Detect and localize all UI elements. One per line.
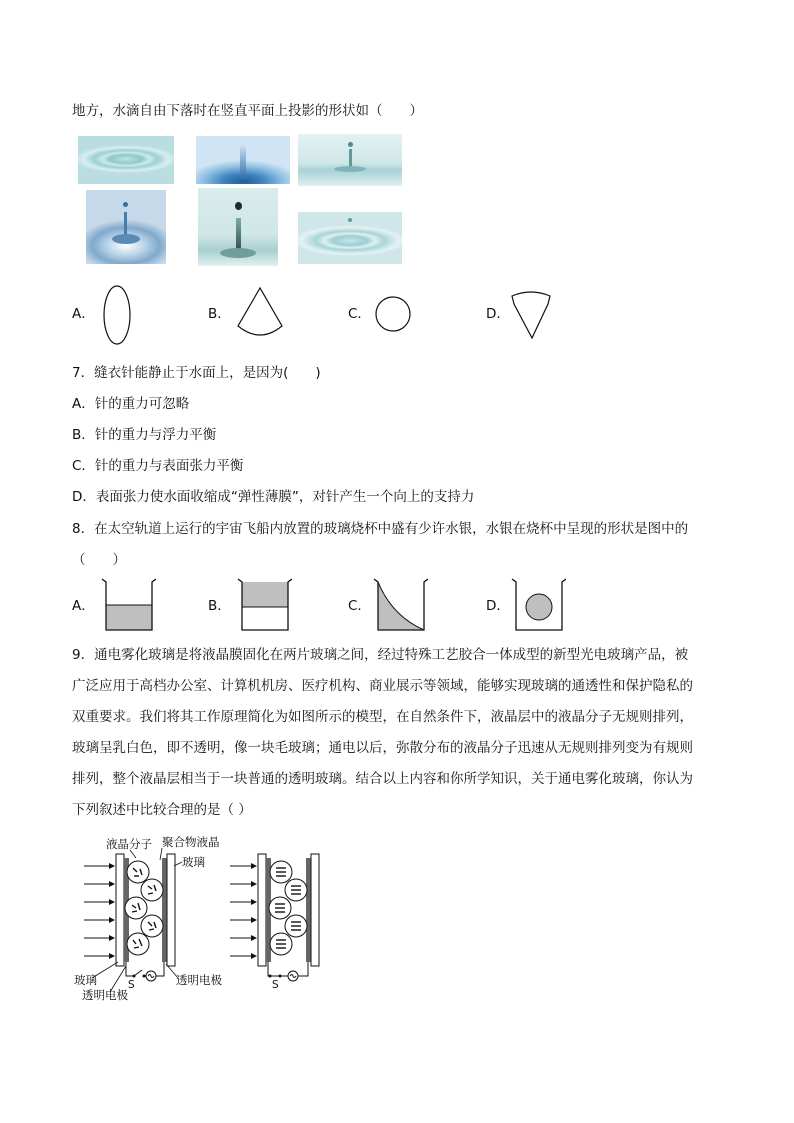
q7-option-b: B．针的重力与浮力平衡 (72, 427, 217, 443)
q7-option-c: C．针的重力与表面张力平衡 (72, 458, 244, 474)
droplet-photo-2 (196, 136, 290, 184)
q6-option-a-label: A． (72, 306, 95, 322)
q8-stem: 8．在太空轨道上运行的宇宙飞船内放置的玻璃烧杯中盛有少许水银，水银在烧杯中呈现的形状是图中的 (72, 521, 689, 537)
q7-option-d: D．表面张力使水面收缩成“弹性薄膜”，对针产生一个向上的支持力 (72, 489, 475, 505)
q9-line-2: 广泛应用于高档办公室、计算机机房、医疗机构、商业展示等领域，能够实现玻璃的通透性和保护隐私的 (72, 678, 693, 694)
q9-line-5: 排列，整个液晶层相当于一块普通的透明玻璃。结合以上内容和你所学知识，关于通电雾化玻璃，你认为 (72, 771, 693, 787)
beaker-c-curved-surface (372, 576, 428, 634)
light-arrows-left (84, 866, 114, 956)
q9-line-4: 玻璃呈乳白色，即不透明，像一块毛玻璃；通电以后，弥散分布的液晶分子迅速从无规则排列变为有规则 (72, 740, 693, 756)
option-c-circle-shape (372, 296, 414, 332)
q8-stem-cont: （ ） (72, 552, 126, 568)
lc-droplets-random (125, 861, 163, 955)
q6-option-d-label: D． (486, 306, 510, 322)
lc-droplets-aligned (269, 861, 307, 955)
q6-stem: 地方，水滴自由下落时在竖直平面上投影的形状如（ ） (72, 103, 423, 119)
q7-stem: 7．缝衣针能静止于水面上，是因为( ) (72, 365, 321, 381)
q9-line-3: 双重要求。我们将其工作原理简化为如图所示的模型，在自然条件下，液晶层中的液晶分子无规则排列， (72, 709, 693, 725)
option-b-cone-shape (230, 284, 290, 344)
q6-option-b-label: B． (208, 306, 231, 322)
droplet-photo-5 (198, 188, 278, 266)
droplet-photo-1 (78, 136, 174, 184)
beaker-a-flat-surface (100, 576, 156, 634)
q9-line-6: 下列叙述中比较合理的是（ ） (72, 802, 252, 818)
label-electrode-right: 透明电极 (176, 973, 222, 987)
droplet-photo-6 (298, 212, 402, 264)
droplet-photo-3 (298, 134, 402, 186)
label-switch-right: S (272, 979, 279, 991)
q8-option-c-label: C． (348, 598, 371, 614)
option-a-ellipse-shape (100, 284, 134, 346)
transparent-electrode-right (162, 858, 167, 962)
label-electrode-left: 透明电极 (82, 988, 128, 1002)
q9-line-1: 9．通电雾化玻璃是将液晶膜固化在两片玻璃之间，经过特殊工艺胶合一体成型的新型光电玻璃产品，被 (72, 647, 689, 663)
option-d-inverted-cone-shape (508, 288, 554, 342)
label-glass-right: 玻璃 (182, 855, 205, 869)
smart-glass-diagram (70, 834, 360, 1006)
beaker-d-sphere (510, 576, 566, 634)
q6-option-c-label: C． (348, 306, 371, 322)
q8-option-a-label: A． (72, 598, 95, 614)
q8-option-d-label: D． (486, 598, 510, 614)
label-switch-left: S (128, 979, 135, 991)
droplet-photo-4 (86, 190, 166, 264)
label-glass-left: 玻璃 (74, 973, 97, 987)
beaker-b-top-surface (236, 576, 292, 634)
q8-option-b-label: B． (208, 598, 231, 614)
label-polymer-lc: 聚合物液晶 (162, 835, 220, 849)
label-lc-molecule: 液晶分子 (106, 837, 152, 851)
q7-option-a: A．针的重力可忽略 (72, 396, 190, 412)
